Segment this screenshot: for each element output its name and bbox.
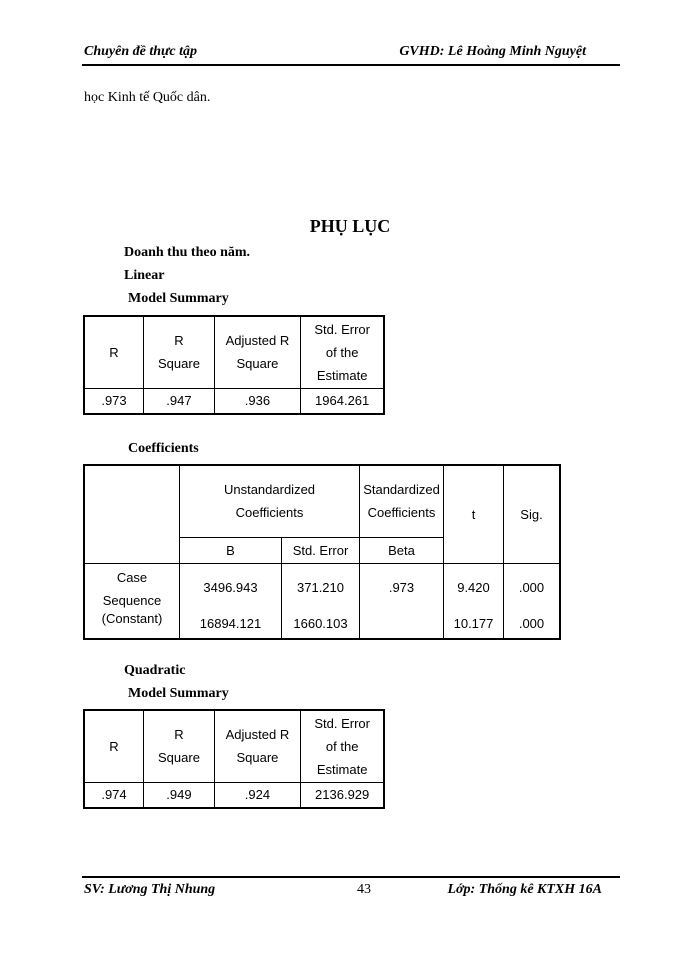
linear-label: Linear — [124, 268, 165, 283]
value-b-constant: 16894.121 — [199, 615, 262, 631]
value-beta-text: .973 — [388, 579, 415, 595]
row-label-constant: (Constant) — [101, 611, 163, 626]
row-label-case-sequence — [84, 563, 180, 639]
col-header-std-error: Std. Error — [282, 537, 360, 563]
page-number: 43 — [357, 882, 371, 897]
linear-model-summary-table — [83, 315, 385, 415]
value-std-error: 1964.261 — [300, 388, 384, 414]
header-left: Chuyên đề thực tập — [84, 44, 198, 59]
table-row — [84, 388, 384, 414]
col-header-t: t — [444, 465, 504, 563]
footer-class: Lớp: Thống kê KTXH 16A — [447, 882, 602, 897]
appendix-title: PHỤ LỤC — [309, 216, 391, 236]
value-t-constant: 10.177 — [453, 615, 494, 631]
group-header-unstandardized: Unstandardized Coefficients — [180, 465, 360, 537]
value-adjusted-r-square: .924 — [214, 782, 300, 808]
col-header-std-error: Std. Error of the Estimate — [300, 316, 384, 388]
quadratic-model-summary-caption: Model Summary — [128, 686, 229, 701]
value-std-error: 2136.929 — [300, 782, 384, 808]
value-r-square: .947 — [144, 388, 215, 414]
footer-rule — [82, 876, 620, 878]
value-std-error-text: 371.210 — [297, 579, 344, 595]
value-t-text: 9.420 — [457, 579, 490, 595]
footer-student: SV: Lương Thị Nhung — [84, 882, 216, 897]
value-sig-constant: .000 — [518, 615, 545, 631]
col-header-std-error: Std. Error of the Estimate — [300, 710, 384, 782]
value-r: .974 — [84, 782, 144, 808]
row-label-case-sequence-text: Case Sequence — [102, 569, 162, 608]
col-header-beta: Beta — [360, 537, 444, 563]
value-std-error — [282, 563, 360, 639]
col-header-r: R — [84, 316, 144, 388]
value-std-error-constant: 1660.103 — [293, 615, 348, 631]
header-rule — [82, 64, 620, 66]
row-label-header — [84, 465, 180, 563]
intro-text: học Kinh tế Quốc dân. — [84, 90, 211, 105]
table-header-row — [84, 316, 384, 388]
header-right: GVHD: Lê Hoàng Minh Nguyệt — [399, 44, 586, 59]
coefficients-caption: Coefficients — [128, 441, 199, 456]
table-row — [84, 782, 384, 808]
value-beta — [360, 563, 444, 639]
value-sig-text: .000 — [518, 579, 545, 595]
col-header-b: B — [180, 537, 282, 563]
value-b-text: 3496.943 — [203, 579, 258, 595]
linear-model-summary-caption: Model Summary — [128, 291, 229, 306]
table-header-row — [84, 465, 560, 537]
table-header-row — [84, 710, 384, 782]
value-sig — [504, 563, 561, 639]
value-adjusted-r-square: .936 — [214, 388, 300, 414]
table-row — [84, 563, 560, 639]
col-header-sig: Sig. — [504, 465, 561, 563]
col-header-adjusted-r-square: Adjusted R Square — [214, 316, 300, 388]
quadratic-label: Quadratic — [124, 663, 186, 678]
quadratic-model-summary-table — [83, 709, 385, 809]
group-header-standardized: Standardized Coefficients — [360, 465, 444, 537]
value-t — [444, 563, 504, 639]
col-header-r-square: R Square — [144, 710, 215, 782]
col-header-adjusted-r-square: Adjusted R Square — [214, 710, 300, 782]
value-r: .973 — [84, 388, 144, 414]
col-header-r: R — [84, 710, 144, 782]
value-r-square: .949 — [144, 782, 215, 808]
appendix-subtitle: Doanh thu theo năm. — [124, 245, 251, 260]
value-b — [180, 563, 282, 639]
col-header-r-square: R Square — [144, 316, 215, 388]
